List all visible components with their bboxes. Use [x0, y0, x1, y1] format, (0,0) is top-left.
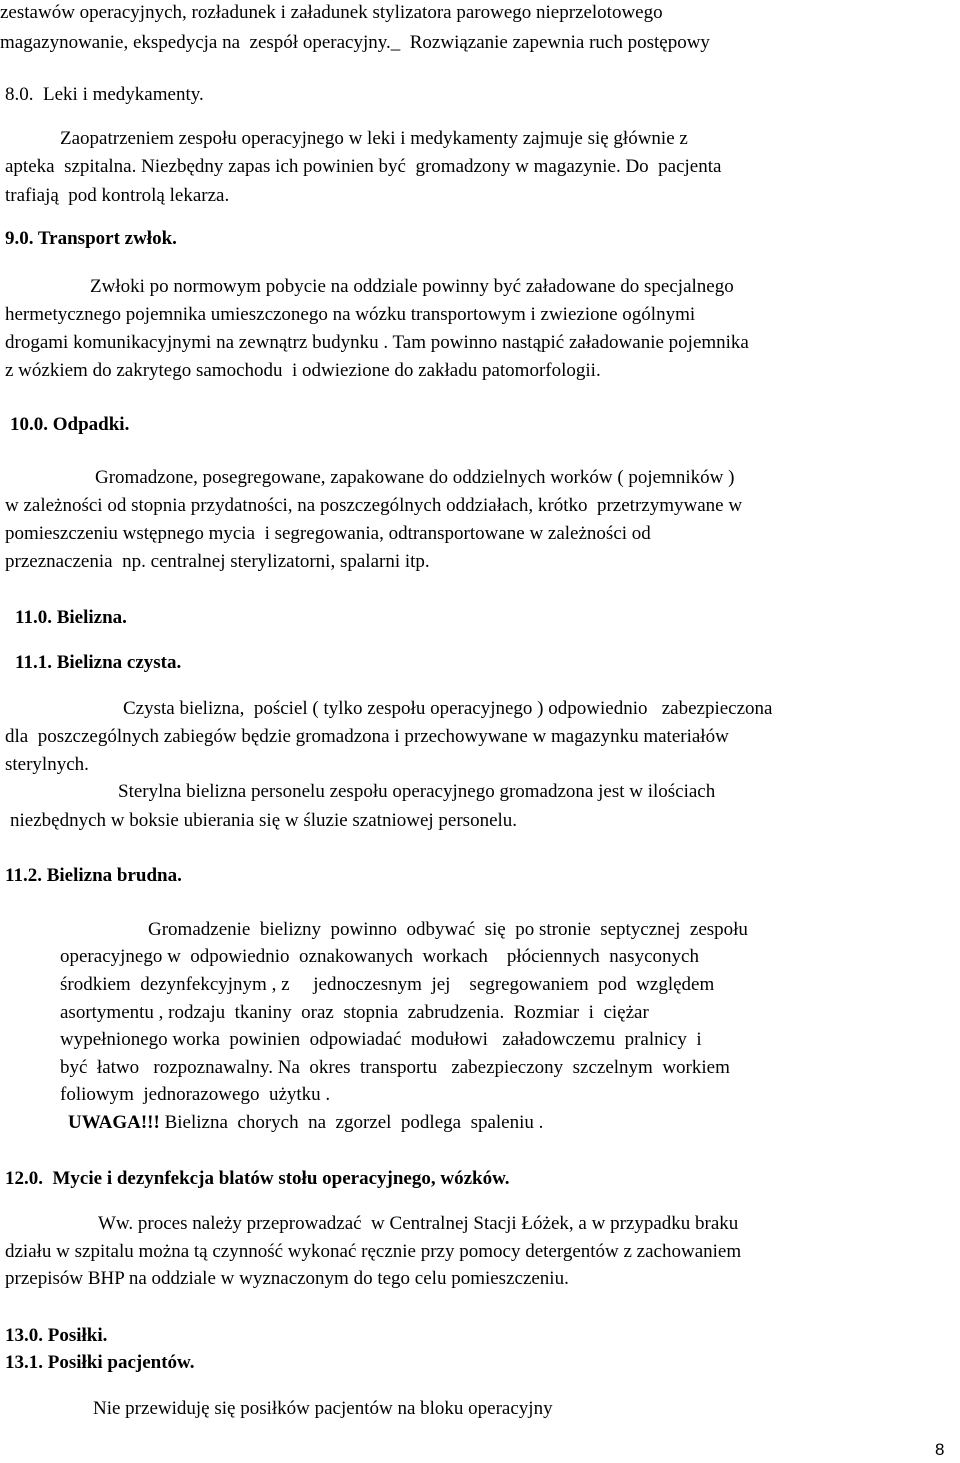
- section-heading-13-1: 13.1. Posiłki pacjentów.: [5, 1352, 195, 1373]
- warning-text: Bielizna chorych na zgorzel podlega spaleniu .: [159, 1112, 544, 1133]
- section-heading-11: 11.0. Bielizna.: [15, 607, 127, 628]
- text-line: pomieszczeniu wstępnego mycia i segregowania, odtransportowane w zależności od: [5, 523, 651, 544]
- text-line: środkiem dezynfekcyjnym , z jednoczesnym jej segregowaniem pod względem: [60, 974, 715, 995]
- text-line: sterylnych.: [5, 754, 89, 775]
- text-line: zestawów operacyjnych, rozładunek i załadunek stylizatora parowego nieprzelotowego: [0, 2, 663, 23]
- section-heading-10: 10.0. Odpadki.: [10, 414, 130, 435]
- text-line: Czysta bielizna, pościel ( tylko zespołu operacyjnego ) odpowiednio zabezpieczona: [123, 698, 773, 719]
- section-heading-11-2: 11.2. Bielizna brudna.: [5, 865, 182, 886]
- section-heading-11-1: 11.1. Bielizna czysta.: [15, 652, 182, 673]
- text-line: Ww. proces należy przeprowadzać w Centralnej Stacji Łóżek, a w przypadku braku: [98, 1213, 739, 1234]
- text-line: drogami komunikacyjnymi na zewnątrz budynku . Tam powinno nastąpić załadowanie pojemnika: [5, 332, 749, 353]
- text-line: dla poszczególnych zabiegów będzie gromadzona i przechowywane w magazynku materiałów: [5, 726, 729, 747]
- text-line: niezbędnych w boksie ubierania się w śluzie szatniowej personelu.: [10, 810, 518, 831]
- text-line: magazynowanie, ekspedycja na zespół operacyjny._ Rozwiązanie zapewnia ruch postępowy: [0, 32, 710, 53]
- text-line: apteka szpitalna. Niezbędny zapas ich powinien być gromadzony w magazynie. Do pacjenta: [5, 156, 722, 177]
- section-heading-8: 8.0. Leki i medykamenty.: [5, 84, 204, 105]
- text-line: Sterylna bielizna personelu zespołu operacyjnego gromadzona jest w ilościach: [118, 781, 716, 802]
- section-heading-9: 9.0. Transport zwłok.: [5, 228, 177, 249]
- text-line: operacyjnego w odpowiednio oznakowanych workach płóciennych nasyconych: [60, 946, 699, 967]
- text-line: asortymentu , rodzaju tkaniny oraz stopnia zabrudzenia. Rozmiar i ciężar: [60, 1002, 649, 1023]
- page-number: 8: [935, 1440, 945, 1459]
- warning-label: UWAGA!!!: [68, 1112, 160, 1133]
- text-line: w zależności od stopnia przydatności, na poszczególnych oddziałach, krótko przetrzymywane w: [5, 495, 743, 516]
- text-line: wypełnionego worka powinien odpowiadać modułowi załadowczemu pralnicy i: [60, 1029, 702, 1050]
- text-line: Gromadzenie bielizny powinno odbywać się po stronie septycznej zespołu: [148, 919, 748, 940]
- text-line: foliowym jednorazowego użytku .: [60, 1084, 331, 1105]
- text-line: Gromadzone, posegregowane, zapakowane do oddzielnych worków ( pojemników ): [95, 467, 735, 488]
- text-line: Zaopatrzeniem zespołu operacyjnego w leki i medykamenty zajmuje się głównie z: [60, 128, 688, 149]
- text-line: być łatwo rozpoznawalny. Na okres transportu zabezpieczony szczelnym workiem: [60, 1057, 730, 1078]
- text-line: przeznaczenia np. centralnej sterylizatorni, spalarni itp.: [5, 551, 430, 572]
- section-heading-12: 12.0. Mycie i dezynfekcja blatów stołu operacyjnego, wózków.: [5, 1168, 510, 1189]
- warning-line: [68, 1111, 543, 1135]
- text-line: z wózkiem do zakrytego samochodu i odwiezione do zakładu patomorfologii.: [5, 360, 601, 381]
- section-heading-13: 13.0. Posiłki.: [5, 1325, 108, 1346]
- text-line: Nie przewiduję się posiłków pacjentów na bloku operacyjny: [93, 1398, 553, 1419]
- text-line: przepisów BHP na oddziale w wyznaczonym do tego celu pomieszczeniu.: [5, 1268, 569, 1289]
- text-line: hermetycznego pojemnika umieszczonego na wózku transportowym i zwiezione ogólnymi: [5, 304, 696, 325]
- text-line: działu w szpitalu można tą czynność wykonać ręcznie przy pomocy detergentów z zachowaniem: [5, 1241, 742, 1262]
- text-line: trafiają pod kontrolą lekarza.: [5, 185, 230, 206]
- text-line: Zwłoki po normowym pobycie na oddziale powinny być załadowane do specjalnego: [90, 276, 734, 297]
